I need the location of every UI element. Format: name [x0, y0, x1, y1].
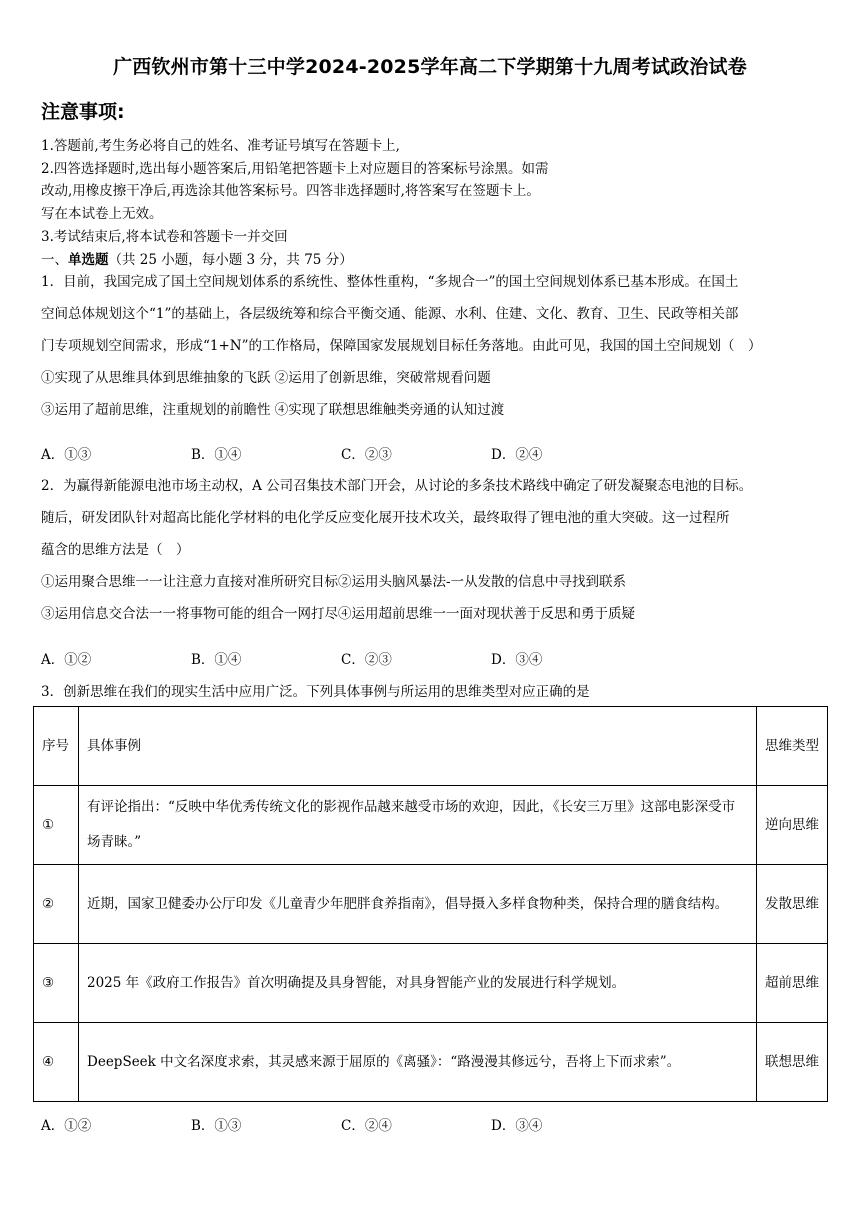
row-type: 逆向思维 — [757, 786, 828, 865]
notice-heading: 注意事项: — [41, 101, 125, 123]
table-row — [34, 786, 828, 865]
section-prefix: 一、 — [41, 252, 68, 268]
row-example: 有评论指出：“反映中华优秀传统文化的影视作品越来越受市场的欢迎，因此，《长安三万里》这部电影深受市场青睐。” — [79, 786, 757, 865]
table-row — [34, 1023, 828, 1102]
option-a[interactable]: A．①② — [41, 652, 92, 668]
header-cell-type: 思维类型 — [757, 707, 828, 786]
row-type: 联想思维 — [757, 1023, 828, 1102]
section-name: 单选题 — [68, 252, 109, 268]
notice-line: 改动,用橡皮擦干净后,再选涂其他答案标号。四答非选择题时,将答案写在签题卡上。 — [41, 183, 540, 199]
row-example: 近期，国家卫健委办公厅印发《儿童青少年肥胖食养指南》，倡导摄入多样食物种类，保持合理的膳食结构。 — [79, 865, 757, 944]
page-title: 广西钦州市第十三中学2024-2025学年高二下学期第十九周考试政治试卷 — [113, 56, 747, 78]
statement-line: ①运用聚合思维一一让注意力直接对准所研究目标②运用头脑风暴法-一从发散的信息中寻找到联系 — [41, 574, 627, 590]
notice-line: 3.考试结束后,将本试卷和答题卡一并交回 — [41, 229, 288, 245]
row-number: ② — [34, 865, 79, 944]
row-number: ④ — [34, 1023, 79, 1102]
row-example: DeepSeek 中文名深度求索，其灵感来源于屈原的《离骚》：“路漫漫其修远兮，吾将上下而求索”。 — [79, 1023, 757, 1102]
option-b[interactable]: B．①④ — [191, 447, 242, 463]
question-line: 蕴含的思维方法是（ ） — [41, 542, 190, 558]
option-a[interactable]: A．①② — [41, 1118, 92, 1134]
statement-line: ③运用了超前思维，注重规划的前瞻性 ④实现了联想思维触类旁通的认知过渡 — [41, 402, 505, 418]
notice-line: 2.四答选择题时,选出每小题答案后,用铅笔把答题卡上对应题目的答案标号涂黑。如需 — [41, 161, 549, 177]
header-cell-number: 序号 — [34, 707, 79, 786]
question-3-options — [41, 1114, 641, 1134]
option-d[interactable]: D．③④ — [491, 652, 543, 668]
option-b[interactable]: B．①③ — [191, 1118, 242, 1134]
section-heading — [41, 248, 353, 268]
question-line: 门专项规划空间需求，形成“1+N”的工作格局，保障国家发展规划目标任务落地。由此可见，我国的国土空间规划（ ） — [41, 338, 762, 354]
question-2 — [41, 470, 831, 630]
row-type: 发散思维 — [757, 865, 828, 944]
row-type: 超前思维 — [757, 944, 828, 1023]
question-1-options — [41, 443, 641, 463]
question-line: 随后，研发团队针对超高比能化学材料的电化学反应变化展开技术攻关，最终取得了锂电池的重大突破。这一过程所 — [41, 510, 730, 526]
option-d[interactable]: D．③④ — [491, 1118, 543, 1134]
header-cell-example: 具体事例 — [79, 707, 757, 786]
question-line: 1．目前，我国完成了国土空间规划体系的系统性、整体性重构，“多规合一”的国土空间规划体系已基本形成。在国土 — [41, 274, 739, 290]
option-c[interactable]: C．②④ — [341, 1118, 392, 1134]
row-number: ③ — [34, 944, 79, 1023]
statement-line: ①实现了从思维具体到思维抽象的飞跃 ②运用了创新思维，突破常规看问题 — [41, 370, 491, 386]
row-number: ① — [34, 786, 79, 865]
option-c[interactable]: C．②③ — [341, 652, 392, 668]
notice-line: 1.答题前,考生务必将自己的姓名、准考证号填写在答题卡上, — [41, 138, 400, 154]
table-row — [34, 865, 828, 944]
table-header-row — [34, 707, 828, 786]
question-line: 2．为赢得新能源电池市场主动权，A 公司召集技术部门开会，从讨论的多条技术路线中确定了研发凝聚态电池的目标。 — [41, 478, 753, 494]
question-3-stem: 3．创新思维在我们的现实生活中应用广泛。下列具体事例与所运用的思维类型对应正确的是 — [41, 684, 590, 700]
question-2-options — [41, 648, 641, 668]
section-info: （共 25 小题，每小题 3 分，共 75 分） — [108, 252, 353, 268]
option-c[interactable]: C．②③ — [341, 447, 392, 463]
table-row — [34, 944, 828, 1023]
thinking-type-table — [33, 706, 828, 1102]
option-b[interactable]: B．①④ — [191, 652, 242, 668]
question-line: 空间总体规划这个“1”的基础上，各层级统筹和综合平衡交通、能源、水利、住建、文化、教育、卫生、民政等相关部 — [41, 306, 739, 322]
notice-line: 写在本试卷上无效。 — [41, 206, 163, 222]
option-d[interactable]: D．②④ — [491, 447, 543, 463]
option-a[interactable]: A．①③ — [41, 447, 92, 463]
row-example: 2025 年《政府工作报告》首次明确提及具身智能，对具身智能产业的发展进行科学规划。 — [79, 944, 757, 1023]
question-1 — [41, 266, 831, 426]
statement-line: ③运用信息交合法一一将事物可能的组合一网打尽④运用超前思维一一面对现状善于反思和勇于质疑 — [41, 606, 635, 622]
